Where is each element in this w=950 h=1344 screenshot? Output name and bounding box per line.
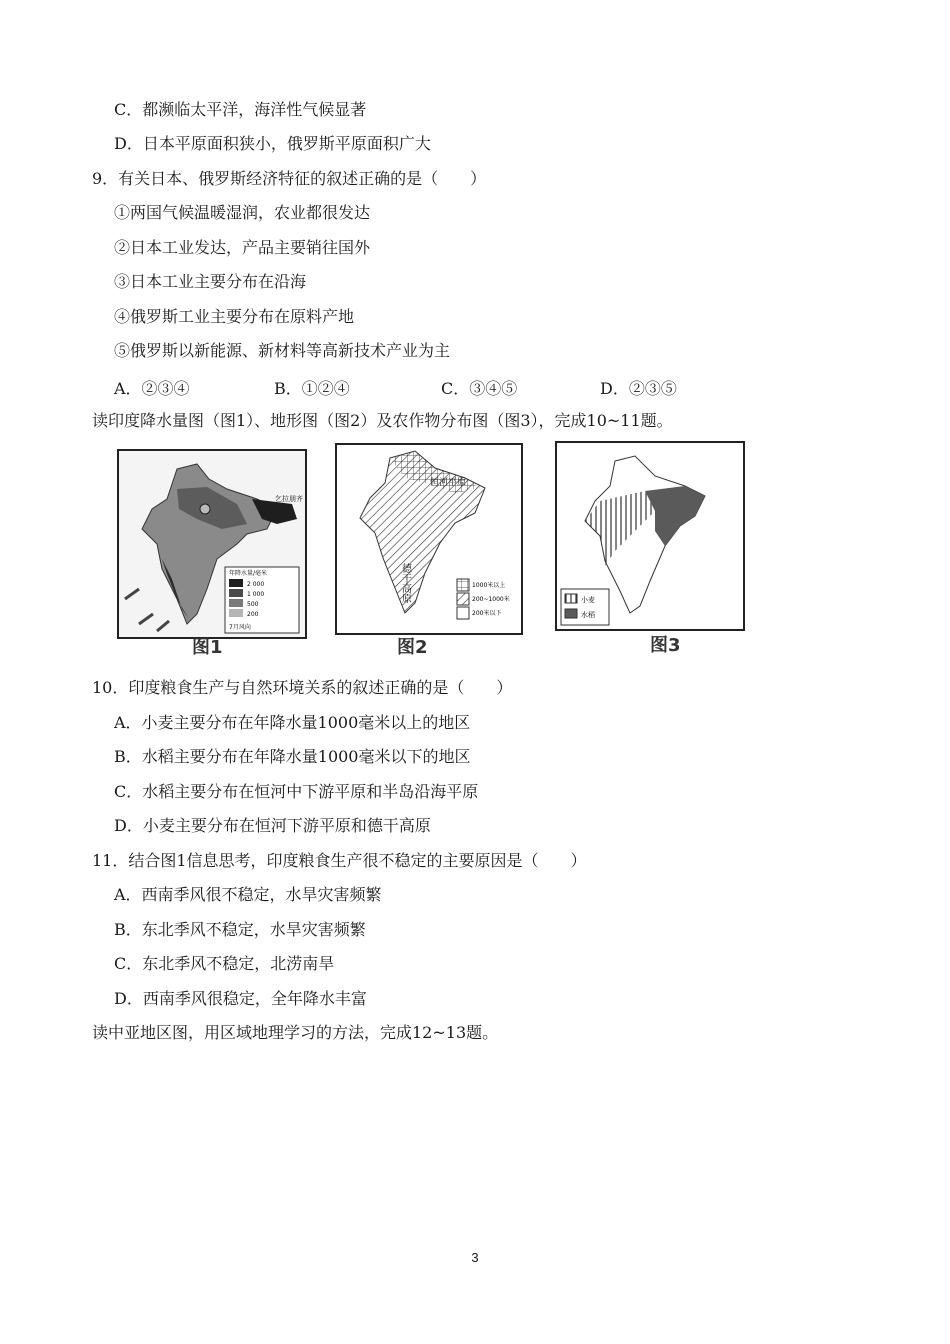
q11-option-b: B．东北季风不稳定，水旱灾害频繁: [114, 920, 366, 939]
q9-choices: [114, 376, 714, 396]
figure-3-crop-map: [555, 441, 745, 631]
fig1-region-label: 乞拉朋齐: [275, 495, 303, 503]
fig2-legend-item-3: 200米以下: [472, 610, 502, 617]
q11-option-d: D．西南季风很稳定，全年降水丰富: [114, 989, 367, 1008]
fig1-legend-item-2: 1 000: [247, 591, 265, 598]
q9-stem: 9．有关日本、俄罗斯经济特征的叙述正确的是（ ）: [92, 169, 487, 188]
q8-option-c: C．都濒临太平洋，海洋性气候显著: [114, 100, 367, 119]
q9-item-1: ①两国气候温暖湿润，农业都很发达: [114, 203, 371, 222]
q8-option-d: D．日本平原面积狭小，俄罗斯平原面积广大: [114, 134, 431, 153]
q11-stem: 11．结合图1信息思考，印度粮食生产很不稳定的主要原因是（ ）: [92, 851, 587, 870]
fig1-legend-item-4: 200: [247, 611, 259, 618]
q11-option-a: A．西南季风很不稳定，水旱灾害频繁: [114, 885, 382, 904]
q10-option-c: C．水稻主要分布在恒河中下游平原和半岛沿海平原: [114, 782, 479, 801]
fig2-plateau-label: 德干高原: [399, 563, 411, 603]
q10-stem: 10．印度粮食生产与自然环境关系的叙述正确的是（ ）: [92, 678, 513, 697]
q9-item-5: ⑤俄罗斯以新能源、新材料等高新技术产业为主: [114, 341, 451, 360]
q10-option-b: B．水稻主要分布在年降水量1000毫米以下的地区: [114, 747, 471, 766]
fig2-legend-item-1: 1000米以上: [472, 582, 506, 589]
q9-choice-d: D．②③⑤: [600, 379, 677, 398]
fig3-legend-item-1: 小麦: [581, 596, 595, 604]
q9-choice-a: A．②③④: [114, 379, 190, 398]
figure-1-precipitation-map: [117, 449, 307, 639]
figure-2-caption: 图2: [397, 637, 428, 658]
fig2-plain-label: 恒河平原: [430, 478, 467, 488]
fig2-legend-item-2: 200~1000米: [472, 596, 510, 603]
intro-10-11: 读印度降水量图（图1）、地形图（图2）及农作物分布图（图3），完成10~11题。: [92, 411, 673, 430]
intro-12-13: 读中亚地区图，用区域地理学习的方法，完成12~13题。: [92, 1023, 499, 1042]
q9-choice-c: C．③④⑤: [441, 379, 518, 398]
fig3-legend-item-2: 水稻: [581, 611, 595, 619]
fig1-legend-wind: 7月风向: [229, 624, 251, 631]
fig1-legend-item-3: 500: [247, 601, 259, 608]
figure-1-caption: 图1: [192, 637, 223, 658]
q10-option-a: A．小麦主要分布在年降水量1000毫米以上的地区: [114, 713, 471, 732]
q9-item-3: ③日本工业主要分布在沿海: [114, 272, 307, 291]
figure-2-terrain-map: [335, 443, 523, 635]
q9-item-4: ④俄罗斯工业主要分布在原料产地: [114, 307, 355, 326]
q9-choice-b: B．①②④: [274, 379, 350, 398]
fig1-legend-title: 年降水量/毫米: [229, 570, 268, 577]
figure-3-caption: 图3: [650, 635, 681, 656]
q11-option-c: C．东北季风不稳定，北涝南旱: [114, 954, 335, 973]
fig1-legend-item-1: 2 000: [247, 581, 265, 588]
q10-option-d: D．小麦主要分布在恒河下游平原和德干高原: [114, 816, 431, 835]
page-number: 3: [471, 1250, 479, 1265]
q9-item-2: ②日本工业发达，产品主要销往国外: [114, 238, 371, 257]
